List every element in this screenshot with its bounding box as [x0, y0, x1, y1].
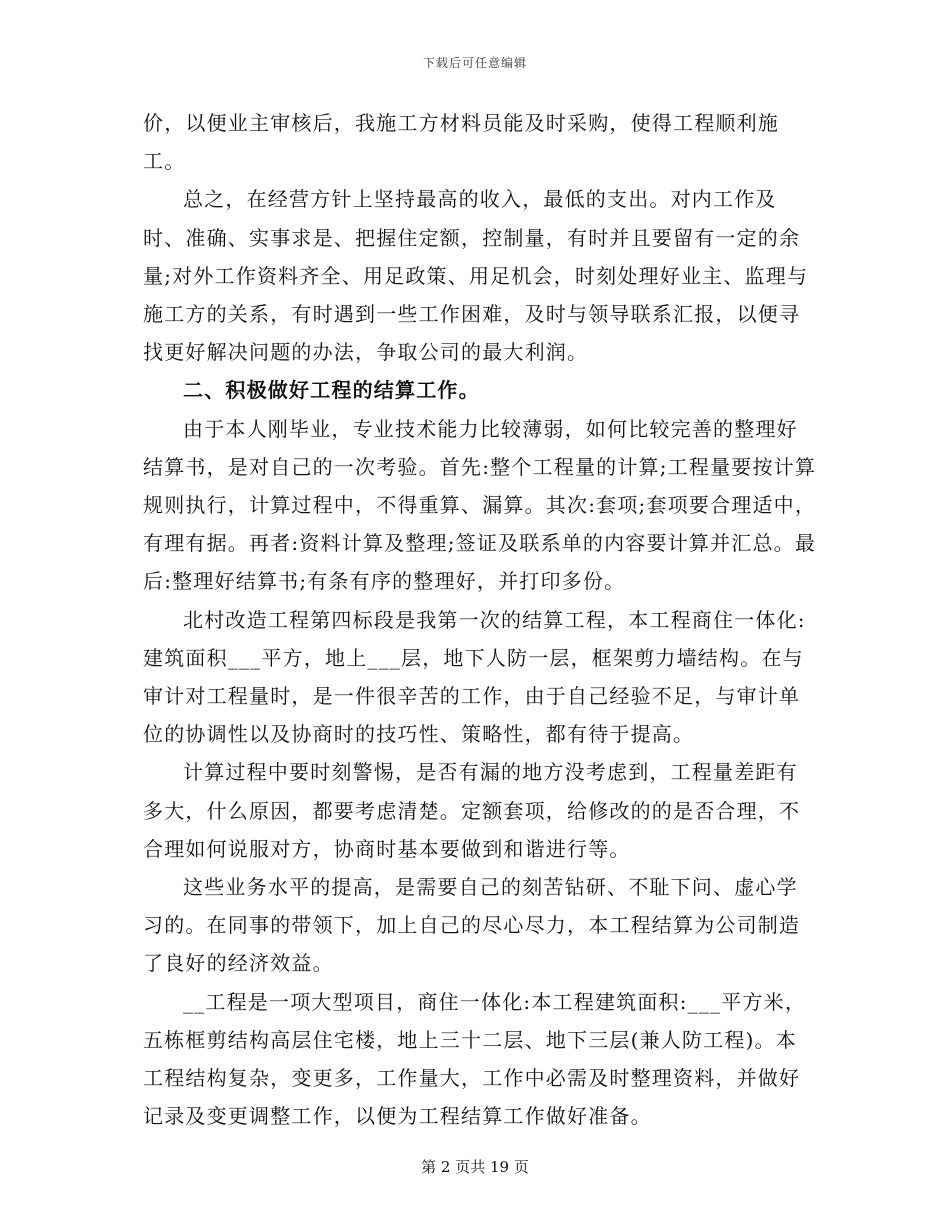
paragraph-summary: 总之，在经营方针上坚持最高的收入，最低的支出。对内工作及时、准确、实事求是、把握住定额，控制量，有时并且要留有一定的余量;对外工作资料齐全、用足政策、用足机会，时刻处理好业主、监理与施工方的关系，有时遇到一些工作困难，及时与领导联系汇报，以便寻找更好解决问题的办法，争取公司的最大利润。 — [143, 187, 809, 365]
paragraph-beicun-project: 北村改造工程第四标段是我第一次的结算工程，本工程商住一体化:建筑面积___平方，地上___层，地下人防一层，框架剪力墙结构。在与审计对工程量时，是一件很辛苦的工作，由于自己经验不足，与审计单位的协调性以及协商时的技巧性、策略性，都有待于提高。 — [143, 607, 806, 747]
page-header: 下载后可任意编辑 — [422, 56, 527, 70]
section-heading: 二、积极做好工程的结算工作。 — [183, 378, 480, 403]
paragraph-continuation: 价，以便业主审核后，我施工方材料员能及时采购，使得工程顺利施工。 — [143, 111, 779, 174]
page-footer: 第 2 页共 19 页 — [421, 1158, 529, 1176]
paragraph-improvement: 这些业务水平的提高，是需要自己的刻苦钻研、不耻下问、虚心学习的。在同事的带领下，加上自己的尽心尽力，本工程结算为公司制造了良好的经济效益。 — [143, 875, 801, 976]
paragraph-settlement-intro: 由于本人刚毕业，专业技术能力比较薄弱，如何比较完善的整理好结算书，是对自己的一次考验。首先:整个工程量的计算;工程量要按计算规则执行，计算过程中，不得重算、漏算。其次:套项;套项要合理适中，有理有据。再者:资料计算及整理;签证及联系单的内容要计算并汇总。最后:整理好结算书;有条有序的整理好，并打印多份。 — [143, 416, 817, 594]
document-body — [143, 104, 818, 1135]
paragraph-large-project: __工程是一项大型项目，商住一体化:本工程建筑面积:___平方米，五栋框剪结构高层住宅楼，地上三十二层、地下三层(兼人防工程)。本工程结构复杂，变更多，工作量大，工作中必需及时整理资料，并做好记录及变更调整工作，以便为工程结算工作做好准备。 — [143, 989, 807, 1129]
paragraph-calculation: 计算过程中要时刻警惕，是否有漏的地方没考虑到，工程量差距有多大，什么原因，都要考虑清楚。定额套项，给修改的的是否合理，不合理如何说服对方，协商时基本要做到和谐进行等。 — [143, 760, 801, 861]
